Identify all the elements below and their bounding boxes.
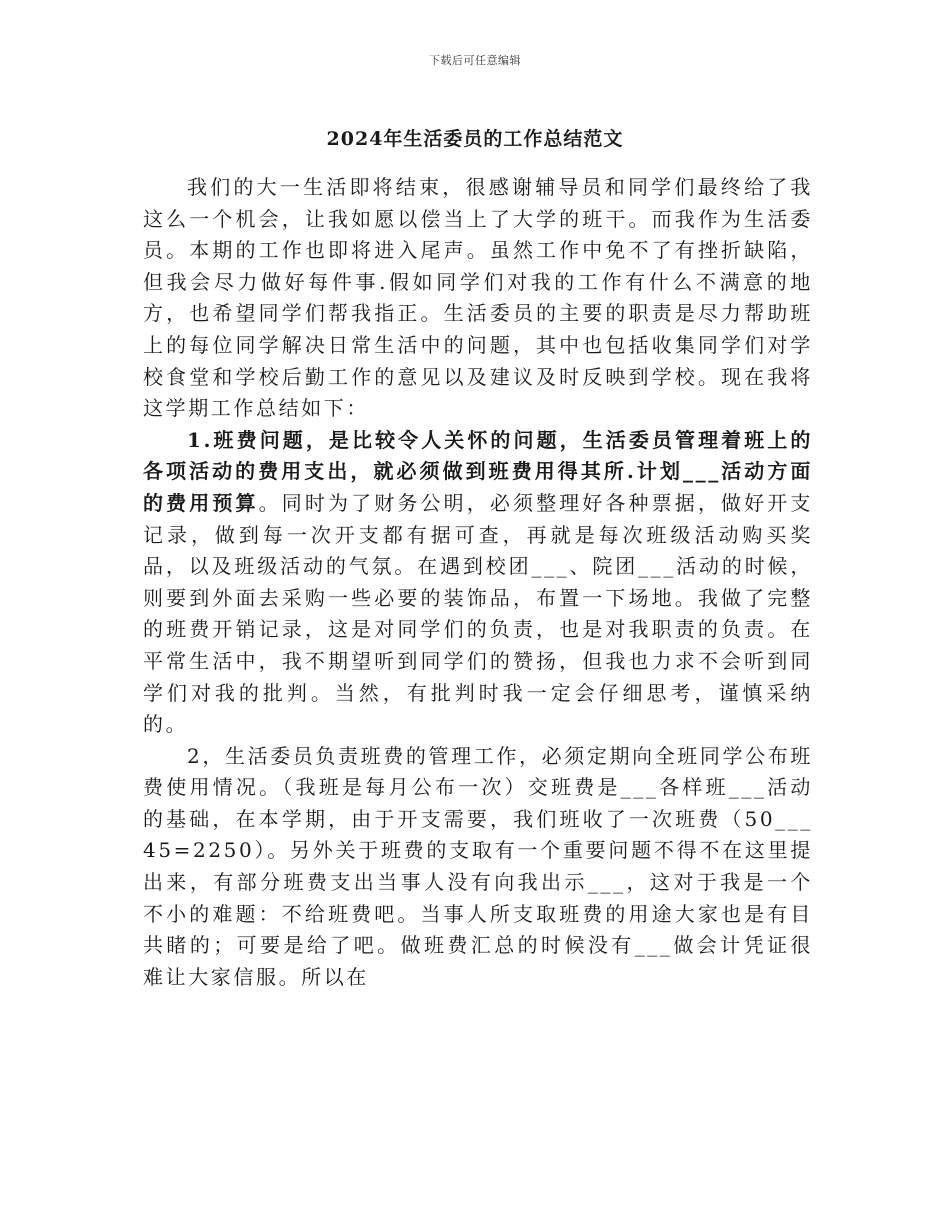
- document-body: [143, 172, 813, 993]
- paragraph-item-2-text: 2，生活委员负责班费的管理工作，必须定期向全班同学公布班费使用情况。（我班是每月公布一次）交班费是___各样班___活动的基础，在本学期，由于开支需要，我们班收了一次班费（50___45=2250）。另外关于班费的支取有一个重要问题不得不在这里提出来，有部分班费支出当事人没有向我出示___，这对于我是一个不小的难题：不给班费吧。当事人所支取班费的用途大家也是有目共睹的；可要是给了吧。做班费汇总的时候没有___做会计凭证很难让大家信服。所以在: [143, 743, 813, 989]
- paragraph-intro-text: 我们的大一生活即将结束，很感谢辅导员和同学们最终给了我这么一个机会，让我如愿以偿当上了大学的班干。而我作为生活委员。本期的工作也即将进入尾声。虽然工作中免不了有挫折缺陷，但我会尽力做好每件事.假如同学们对我的工作有什么不满意的地方，也希望同学们帮我指正。生活委员的主要的职责是尽力帮助班上的每位同学解决日常生活中的问题，其中也包括收集同学们对学校食堂和学校后勤工作的意见以及建议及时反映到学校。现在我将这学期工作总结如下：: [143, 175, 813, 421]
- paragraph-item-2: [143, 741, 813, 994]
- paragraph-item-1: [143, 425, 813, 741]
- document-title: 2024年生活委员的工作总结范文: [326, 128, 624, 150]
- paragraph-item-1-text: 。同时为了财务公明，必须整理好各种票据，做好开支记录，做到每一次开支都有据可查，再就是每次班级活动购买奖品，以及班级活动的气氛。在遇到校团___、院团___活动的时候，则要到外面去采购一些必要的装饰品，布置一下场地。我做了完整的班费开销记录，这是对同学们的负责，也是对我职责的负责。在平常生活中，我不期望听到同学们的赞扬，但我也力求不会听到同学们对我的批判。当然，有批判时我一定会仔细思考，谨慎采纳的。: [143, 490, 813, 737]
- paragraph-intro: [143, 172, 813, 425]
- paragraph-item-1-bold: 1.班费问题，是比较令人关怀的问题，生活委员管理着班上的各项活动的费用支出，就必须做到班费用得其所.计划___活动方面的费用预算: [143, 427, 813, 515]
- page-header: 下载后可任意编辑: [429, 54, 521, 67]
